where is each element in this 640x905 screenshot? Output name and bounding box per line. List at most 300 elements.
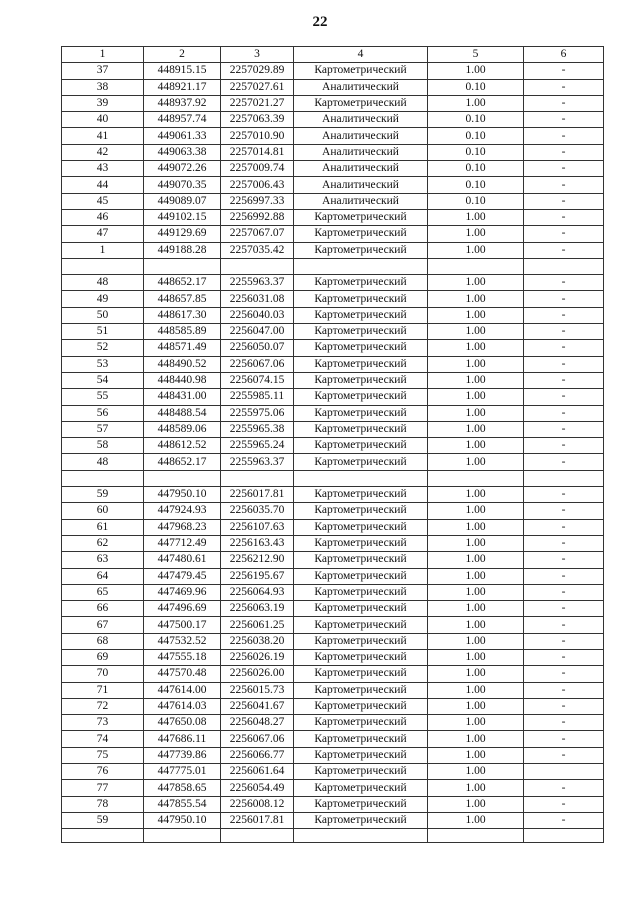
table-cell-col-2: [144, 829, 221, 843]
header-col-4: 4: [294, 47, 428, 63]
table-cell-col-5: 1.00: [428, 812, 524, 828]
table-cell-col-2: 447775.01: [144, 764, 221, 780]
table-cell-col-6: -: [524, 421, 604, 437]
table-cell-col-2: 449063.38: [144, 144, 221, 160]
table-cell-col-3: 2256061.25: [221, 617, 294, 633]
table-cell-col-1: 52: [62, 340, 144, 356]
table-cell-col-6: -: [524, 633, 604, 649]
table-cell-col-3: 2256067.06: [221, 731, 294, 747]
table-cell-col-6: -: [524, 812, 604, 828]
table-cell-col-3: [221, 829, 294, 843]
table-cell-col-5: 1.00: [428, 372, 524, 388]
table-cell-col-4: Картометрический: [294, 405, 428, 421]
table-cell-col-6: -: [524, 617, 604, 633]
table-row: [62, 715, 604, 731]
table-cell-col-4: [294, 470, 428, 486]
table-cell-col-4: Аналитический: [294, 161, 428, 177]
table-cell-col-2: 447500.17: [144, 617, 221, 633]
table-cell-col-1: 43: [62, 161, 144, 177]
table-cell-col-2: 448957.74: [144, 112, 221, 128]
table-row: [62, 307, 604, 323]
table-cell-col-6: -: [524, 95, 604, 111]
table-cell-col-1: 68: [62, 633, 144, 649]
table-cell-col-5: [428, 470, 524, 486]
table-cell-col-6: -: [524, 519, 604, 535]
table-cell-col-5: 1.00: [428, 275, 524, 291]
table-cell-col-2: 447555.18: [144, 649, 221, 665]
table-row: [62, 633, 604, 649]
table-row: [62, 454, 604, 470]
table-row: [62, 112, 604, 128]
table-row: [62, 601, 604, 617]
table-cell-col-2: 448652.17: [144, 275, 221, 291]
table-cell-col-6: [524, 829, 604, 843]
table-cell-col-2: 448657.85: [144, 291, 221, 307]
table-cell-col-5: 1.00: [428, 601, 524, 617]
table-row: [62, 226, 604, 242]
table-cell-col-1: 50: [62, 307, 144, 323]
table-cell-col-6: -: [524, 568, 604, 584]
table-cell-col-5: 1.00: [428, 63, 524, 79]
table-cell-col-2: 449188.28: [144, 242, 221, 258]
table-cell-col-1: 45: [62, 193, 144, 209]
table-cell-col-2: 448921.17: [144, 79, 221, 95]
table-cell-col-2: 447855.54: [144, 796, 221, 812]
table-cell-col-6: -: [524, 780, 604, 796]
table-cell-col-1: 69: [62, 649, 144, 665]
table-cell-col-6: -: [524, 128, 604, 144]
table-row: [62, 324, 604, 340]
table-cell-col-3: 2256064.93: [221, 584, 294, 600]
table-cell-col-5: 1.00: [428, 698, 524, 714]
table-cell-col-1: 60: [62, 503, 144, 519]
table-row: [62, 95, 604, 111]
table-row: [62, 356, 604, 372]
table-cell-col-1: 44: [62, 177, 144, 193]
table-row: [62, 372, 604, 388]
table-cell-col-3: 2256017.81: [221, 812, 294, 828]
table-cell-col-6: -: [524, 324, 604, 340]
table-cell-col-3: 2256040.03: [221, 307, 294, 323]
table-cell-col-2: 447858.65: [144, 780, 221, 796]
table-cell-col-1: 51: [62, 324, 144, 340]
table-cell-col-5: 1.00: [428, 715, 524, 731]
table-cell-col-1: 66: [62, 601, 144, 617]
table-cell-col-3: 2257014.81: [221, 144, 294, 160]
table-cell-col-6: [524, 470, 604, 486]
table-cell-col-3: 2255963.37: [221, 275, 294, 291]
table-cell-col-6: -: [524, 193, 604, 209]
table-cell-col-2: 449072.26: [144, 161, 221, 177]
table-cell-col-1: 58: [62, 438, 144, 454]
table-cell-col-5: 1.00: [428, 307, 524, 323]
table-cell-col-1: 49: [62, 291, 144, 307]
table-cell-col-6: -: [524, 584, 604, 600]
table-cell-col-3: 2256041.67: [221, 698, 294, 714]
table-cell-col-4: Картометрический: [294, 812, 428, 828]
table-row: [62, 747, 604, 763]
table-cell-col-5: 0.10: [428, 79, 524, 95]
table-cell-col-2: 448571.49: [144, 340, 221, 356]
table-cell-col-3: 2256038.20: [221, 633, 294, 649]
table-cell-col-5: [428, 829, 524, 843]
table-cell-col-2: 449061.33: [144, 128, 221, 144]
table-cell-col-4: Картометрический: [294, 535, 428, 551]
table-cell-col-5: 1.00: [428, 535, 524, 551]
table-row: [62, 144, 604, 160]
table-cell-col-4: Картометрический: [294, 617, 428, 633]
table-row: [62, 829, 604, 843]
table-cell-col-3: 2255975.06: [221, 405, 294, 421]
table-row: [62, 275, 604, 291]
table-row: [62, 128, 604, 144]
table-cell-col-4: Картометрический: [294, 682, 428, 698]
table-cell-col-4: Картометрический: [294, 324, 428, 340]
table-cell-col-4: Картометрический: [294, 568, 428, 584]
table-cell-col-2: 448915.15: [144, 63, 221, 79]
table-cell-col-4: Аналитический: [294, 193, 428, 209]
table-cell-col-3: 2257021.27: [221, 95, 294, 111]
table-cell-col-2: 448937.92: [144, 95, 221, 111]
table-cell-col-4: Картометрический: [294, 226, 428, 242]
table-cell-col-5: 1.00: [428, 209, 524, 225]
table-cell-col-4: Картометрический: [294, 95, 428, 111]
table-cell-col-2: 447469.96: [144, 584, 221, 600]
table-cell-col-4: Аналитический: [294, 112, 428, 128]
table-cell-col-4: Картометрический: [294, 601, 428, 617]
table-cell-col-6: -: [524, 666, 604, 682]
table-cell-col-5: 1.00: [428, 731, 524, 747]
table-cell-col-1: 76: [62, 764, 144, 780]
table-cell-col-1: 1: [62, 242, 144, 258]
table-cell-col-6: -: [524, 161, 604, 177]
table-row: [62, 209, 604, 225]
table-cell-col-2: 449102.15: [144, 209, 221, 225]
table-cell-col-4: Картометрический: [294, 780, 428, 796]
table-cell-col-5: 1.00: [428, 796, 524, 812]
table-row: [62, 258, 604, 274]
table-cell-col-4: Картометрический: [294, 552, 428, 568]
table-cell-col-4: Картометрический: [294, 275, 428, 291]
table-cell-col-3: 2256066.77: [221, 747, 294, 763]
table-cell-col-5: 1.00: [428, 242, 524, 258]
table-cell-col-6: -: [524, 454, 604, 470]
table-cell-col-3: 2257035.42: [221, 242, 294, 258]
header-col-2: 2: [144, 47, 221, 63]
table-cell-col-6: -: [524, 372, 604, 388]
table-row: [62, 552, 604, 568]
table-cell-col-3: 2256195.67: [221, 568, 294, 584]
table-cell-col-4: Картометрический: [294, 519, 428, 535]
table-cell-col-1: 62: [62, 535, 144, 551]
table-cell-col-2: 448490.52: [144, 356, 221, 372]
table-row: [62, 568, 604, 584]
table-cell-col-2: 447712.49: [144, 535, 221, 551]
table-cell-col-2: 448617.30: [144, 307, 221, 323]
table-cell-col-1: 37: [62, 63, 144, 79]
table-cell-col-6: -: [524, 307, 604, 323]
table-cell-col-3: 2256035.70: [221, 503, 294, 519]
table-cell-col-2: 447614.03: [144, 698, 221, 714]
table-cell-col-1: 74: [62, 731, 144, 747]
table-cell-col-4: Картометрический: [294, 307, 428, 323]
table-row: [62, 682, 604, 698]
table-cell-col-2: 447650.08: [144, 715, 221, 731]
table-cell-col-5: 0.10: [428, 144, 524, 160]
table-cell-col-6: -: [524, 79, 604, 95]
table-cell-col-6: -: [524, 340, 604, 356]
table-row: [62, 649, 604, 665]
table-cell-col-1: 48: [62, 454, 144, 470]
table-cell-col-2: 447496.69: [144, 601, 221, 617]
table-cell-col-1: 64: [62, 568, 144, 584]
table-cell-col-2: 447968.23: [144, 519, 221, 535]
table-cell-col-5: 1.00: [428, 780, 524, 796]
table-cell-col-5: 1.00: [428, 389, 524, 405]
table-row: [62, 487, 604, 503]
table-cell-col-4: Картометрический: [294, 242, 428, 258]
table-row: [62, 812, 604, 828]
table-cell-col-5: 1.00: [428, 764, 524, 780]
table-cell-col-1: 55: [62, 389, 144, 405]
table-cell-col-1: 39: [62, 95, 144, 111]
table-cell-col-2: 447739.86: [144, 747, 221, 763]
table-cell-col-2: 447686.11: [144, 731, 221, 747]
table-cell-col-4: Картометрический: [294, 747, 428, 763]
coordinates-table: [61, 46, 604, 843]
table-cell-col-2: 447924.93: [144, 503, 221, 519]
table-cell-col-6: -: [524, 503, 604, 519]
table-cell-col-6: -: [524, 389, 604, 405]
table-cell-col-4: Картометрический: [294, 715, 428, 731]
table-cell-col-4: [294, 829, 428, 843]
table-cell-col-2: 449070.35: [144, 177, 221, 193]
table-cell-col-3: 2256107.63: [221, 519, 294, 535]
table-row: [62, 535, 604, 551]
table-cell-col-6: [524, 258, 604, 274]
table-cell-col-6: -: [524, 405, 604, 421]
table-cell-col-5: 1.00: [428, 324, 524, 340]
table-cell-col-6: -: [524, 291, 604, 307]
table-cell-col-1: [62, 829, 144, 843]
table-cell-col-1: 59: [62, 487, 144, 503]
table-cell-col-5: 1.00: [428, 584, 524, 600]
table-header-row: [62, 47, 604, 63]
table-cell-col-1: [62, 470, 144, 486]
table-cell-col-3: 2256026.00: [221, 666, 294, 682]
table-cell-col-4: Картометрический: [294, 340, 428, 356]
table-cell-col-5: 1.00: [428, 503, 524, 519]
table-cell-col-3: 2256997.33: [221, 193, 294, 209]
table-cell-col-3: 2257009.74: [221, 161, 294, 177]
table-cell-col-5: 1.00: [428, 95, 524, 111]
table-cell-col-6: -: [524, 601, 604, 617]
table-cell-col-4: [294, 258, 428, 274]
table-row: [62, 340, 604, 356]
table-cell-col-4: Картометрический: [294, 209, 428, 225]
table-cell-col-5: 1.00: [428, 747, 524, 763]
table-cell-col-5: 1.00: [428, 552, 524, 568]
table-cell-col-5: 1.00: [428, 291, 524, 307]
table-cell-col-4: Картометрический: [294, 796, 428, 812]
table-cell-col-5: 0.10: [428, 128, 524, 144]
table-cell-col-5: 1.00: [428, 226, 524, 242]
table-cell-col-5: 1.00: [428, 682, 524, 698]
table-cell-col-3: 2255965.38: [221, 421, 294, 437]
table-row: [62, 79, 604, 95]
table-cell-col-3: 2257063.39: [221, 112, 294, 128]
table-cell-col-1: 46: [62, 209, 144, 225]
table-cell-col-4: Картометрический: [294, 731, 428, 747]
table-cell-col-1: 63: [62, 552, 144, 568]
table-cell-col-5: 0.10: [428, 193, 524, 209]
table-cell-col-6: -: [524, 242, 604, 258]
table-cell-col-3: 2256074.15: [221, 372, 294, 388]
table-cell-col-3: 2255963.37: [221, 454, 294, 470]
header-col-3: 3: [221, 47, 294, 63]
table-cell-col-1: 67: [62, 617, 144, 633]
table-cell-col-6: -: [524, 487, 604, 503]
table-cell-col-6: -: [524, 63, 604, 79]
table-cell-col-5: 1.00: [428, 487, 524, 503]
table-cell-col-3: 2256067.06: [221, 356, 294, 372]
table-row: [62, 470, 604, 486]
table-cell-col-5: 1.00: [428, 356, 524, 372]
table-cell-col-2: 449089.07: [144, 193, 221, 209]
table-cell-col-1: 42: [62, 144, 144, 160]
table-cell-col-5: 1.00: [428, 421, 524, 437]
table-cell-col-5: 1.00: [428, 438, 524, 454]
table-cell-col-3: 2256017.81: [221, 487, 294, 503]
table-row: [62, 177, 604, 193]
table-cell-col-1: 59: [62, 812, 144, 828]
table-cell-col-1: 72: [62, 698, 144, 714]
table-cell-col-6: -: [524, 552, 604, 568]
table-cell-col-4: Картометрический: [294, 438, 428, 454]
table-cell-col-1: 73: [62, 715, 144, 731]
table-cell-col-2: 448440.98: [144, 372, 221, 388]
table-row: [62, 796, 604, 812]
table-cell-col-4: Картометрический: [294, 291, 428, 307]
table-cell-col-1: 61: [62, 519, 144, 535]
header-col-5: 5: [428, 47, 524, 63]
table-cell-col-5: 1.00: [428, 454, 524, 470]
table-cell-col-3: 2255985.11: [221, 389, 294, 405]
table-cell-col-4: Картометрический: [294, 454, 428, 470]
table-cell-col-3: 2256061.64: [221, 764, 294, 780]
table-cell-col-4: Картометрический: [294, 503, 428, 519]
table-cell-col-6: -: [524, 438, 604, 454]
table-row: [62, 389, 604, 405]
table-cell-col-3: 2257006.43: [221, 177, 294, 193]
table-cell-col-1: 57: [62, 421, 144, 437]
table-cell-col-6: -: [524, 356, 604, 372]
table-cell-col-4: Аналитический: [294, 128, 428, 144]
table-row: [62, 421, 604, 437]
table-row: [62, 193, 604, 209]
table-row: [62, 584, 604, 600]
table-cell-col-5: 1.00: [428, 617, 524, 633]
table-cell-col-3: 2255965.24: [221, 438, 294, 454]
table-cell-col-3: 2256026.19: [221, 649, 294, 665]
header-col-6: 6: [524, 47, 604, 63]
table-cell-col-6: -: [524, 682, 604, 698]
table-cell-col-5: 0.10: [428, 112, 524, 128]
table-cell-col-1: 65: [62, 584, 144, 600]
table-row: [62, 666, 604, 682]
table-cell-col-3: 2257010.90: [221, 128, 294, 144]
table-cell-col-2: [144, 258, 221, 274]
table-cell-col-6: -: [524, 796, 604, 812]
table-cell-col-3: 2256048.27: [221, 715, 294, 731]
table-cell-col-3: 2256212.90: [221, 552, 294, 568]
table-cell-col-3: 2256992.88: [221, 209, 294, 225]
table-cell-col-2: 448585.89: [144, 324, 221, 340]
table-cell-col-5: 1.00: [428, 666, 524, 682]
table-cell-col-6: -: [524, 275, 604, 291]
table-cell-col-4: Картометрический: [294, 698, 428, 714]
table-cell-col-4: Картометрический: [294, 633, 428, 649]
table-cell-col-3: 2256054.49: [221, 780, 294, 796]
table-cell-col-2: 447950.10: [144, 812, 221, 828]
table-cell-col-2: 448589.06: [144, 421, 221, 437]
table-row: [62, 731, 604, 747]
table-cell-col-1: 77: [62, 780, 144, 796]
table-row: [62, 503, 604, 519]
table-cell-col-4: Картометрический: [294, 389, 428, 405]
table-cell-col-5: 1.00: [428, 633, 524, 649]
table-row: [62, 519, 604, 535]
table-cell-col-4: Картометрический: [294, 649, 428, 665]
page-number: 22: [312, 14, 328, 30]
table-cell-col-6: -: [524, 698, 604, 714]
table-cell-col-6: -: [524, 715, 604, 731]
table-cell-col-1: 56: [62, 405, 144, 421]
table-cell-col-5: 0.10: [428, 177, 524, 193]
table-cell-col-2: 448431.00: [144, 389, 221, 405]
table-cell-col-1: 41: [62, 128, 144, 144]
table-cell-col-4: Картометрический: [294, 356, 428, 372]
table-cell-col-4: Картометрический: [294, 63, 428, 79]
table-cell-col-1: 78: [62, 796, 144, 812]
table-cell-col-6: -: [524, 535, 604, 551]
table-cell-col-4: Аналитический: [294, 144, 428, 160]
table-cell-col-1: 38: [62, 79, 144, 95]
table-cell-col-4: Аналитический: [294, 177, 428, 193]
table-cell-col-4: Картометрический: [294, 487, 428, 503]
table-cell-col-3: [221, 258, 294, 274]
table-cell-col-3: 2256163.43: [221, 535, 294, 551]
table-cell-col-6: -: [524, 209, 604, 225]
table-cell-col-3: 2256063.19: [221, 601, 294, 617]
table-row: [62, 405, 604, 421]
table-row: [62, 161, 604, 177]
table-cell-col-5: 1.00: [428, 340, 524, 356]
table-cell-col-1: 40: [62, 112, 144, 128]
table-cell-col-5: [428, 258, 524, 274]
table-cell-col-5: 1.00: [428, 405, 524, 421]
table-row: [62, 617, 604, 633]
table-cell-col-2: 447950.10: [144, 487, 221, 503]
table-row: [62, 698, 604, 714]
table-cell-col-4: Картометрический: [294, 764, 428, 780]
table-cell-col-3: 2257027.61: [221, 79, 294, 95]
table-cell-col-3: 2257067.07: [221, 226, 294, 242]
table-cell-col-1: 47: [62, 226, 144, 242]
table-cell-col-3: 2257029.89: [221, 63, 294, 79]
table-cell-col-6: -: [524, 144, 604, 160]
table-cell-col-3: [221, 470, 294, 486]
